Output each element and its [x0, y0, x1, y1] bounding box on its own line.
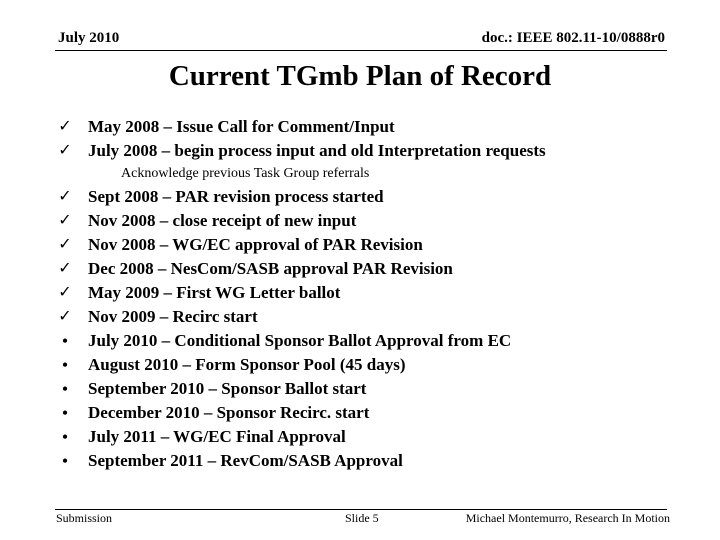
list-item: [55, 257, 675, 281]
list-item-text: Nov 2008 – close receipt of new input: [88, 211, 357, 230]
list-item: [55, 353, 675, 377]
list-item-text: Nov 2009 – Recirc start: [88, 307, 258, 326]
list-item-text: July 2011 – WG/EC Final Approval: [88, 427, 346, 446]
list-item: [55, 377, 675, 401]
list-item-text: September 2011 – RevCom/SASB Approval: [88, 451, 403, 470]
bullet-icon: •: [61, 427, 69, 447]
checkmark-icon: ✓: [58, 284, 72, 301]
bullet-icon: •: [61, 355, 69, 375]
checkmark-icon: ✓: [58, 142, 72, 159]
checkmark-icon: ✓: [58, 236, 72, 253]
header-date: July 2010: [58, 30, 120, 46]
list-item: [55, 329, 675, 353]
list-item-text: May 2008 – Issue Call for Comment/Input: [88, 117, 395, 136]
footer-author: Michael Montemurro, Research In Motion: [465, 511, 670, 525]
list-item: [55, 425, 675, 449]
list-item: [55, 449, 675, 473]
checkmark-icon: ✓: [58, 308, 72, 325]
list-item: [55, 185, 675, 209]
list-item-text: May 2009 – First WG Letter ballot: [88, 283, 341, 302]
sub-note: Acknowledge previous Task Group referrals: [121, 166, 370, 181]
footer-submission: Submission: [56, 511, 113, 525]
list-item-text: July 2008 – begin process input and old Interpretation requests: [88, 141, 546, 160]
list-item-text: Sept 2008 – PAR revision process started: [88, 187, 384, 206]
list-item-text: Dec 2008 – NesCom/SASB approval PAR Revision: [88, 259, 453, 278]
footer-divider: [55, 509, 667, 510]
list-item: [55, 401, 675, 425]
bullet-icon: •: [61, 403, 69, 423]
list-item-text: September 2010 – Sponsor Ballot start: [88, 379, 367, 398]
list-item: [55, 139, 675, 163]
checkmark-icon: ✓: [58, 118, 72, 135]
list-item-text: August 2010 – Form Sponsor Pool (45 days): [88, 355, 406, 374]
list-item: [55, 209, 675, 233]
header-divider: [55, 50, 667, 51]
bullet-icon: •: [61, 451, 69, 471]
bullet-icon: •: [61, 379, 69, 399]
footer-slide-number: Slide 5: [345, 511, 379, 525]
checkmark-icon: ✓: [58, 260, 72, 277]
list-item-text: Nov 2008 – WG/EC approval of PAR Revision: [88, 235, 423, 254]
plan-list: [55, 115, 675, 473]
slide-title: Current TGmb Plan of Record: [168, 60, 552, 92]
list-item: [55, 281, 675, 305]
header-doc-id: doc.: IEEE 802.11-10/0888r0: [481, 30, 665, 46]
list-item-text: July 2010 – Conditional Sponsor Ballot Approval from EC: [88, 331, 512, 350]
checkmark-icon: ✓: [58, 212, 72, 229]
list-item-text: December 2010 – Sponsor Recirc. start: [88, 403, 370, 422]
list-item: [55, 115, 675, 139]
list-item: [55, 233, 675, 257]
bullet-icon: •: [61, 331, 69, 351]
checkmark-icon: ✓: [58, 188, 72, 205]
list-item: [55, 305, 675, 329]
